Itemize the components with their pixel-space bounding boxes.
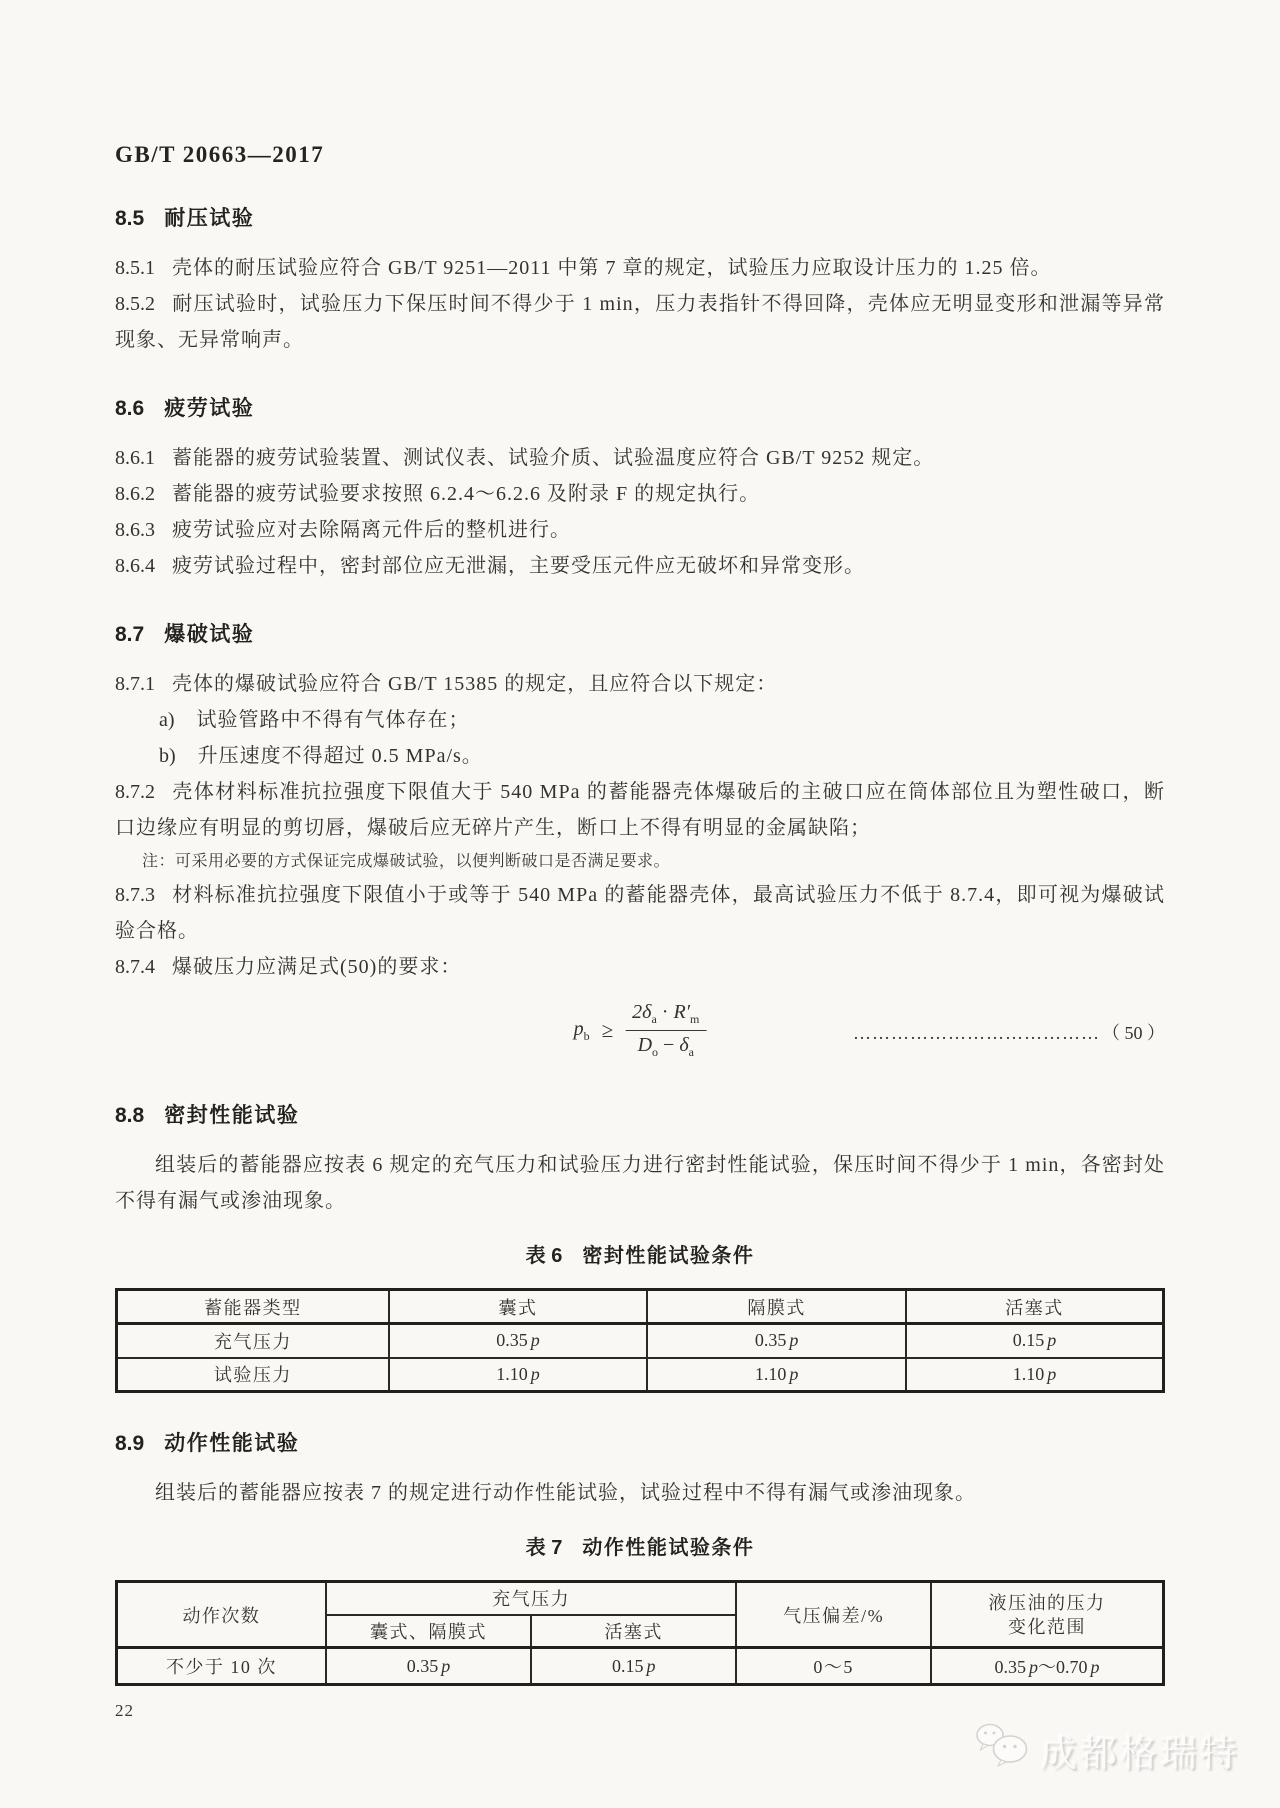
paragraph-8-8: 组装后的蓄能器应按表 6 规定的充气压力和试验压力进行密封性能试验，保压时间不得少于 1 min，各密封处不得有漏气或渗油现象。: [115, 1154, 1165, 1212]
table-row: [117, 1648, 1164, 1685]
section-title: 动作性能试验: [164, 1432, 300, 1455]
row-label: 试验压力: [117, 1358, 389, 1392]
cell: 0.35 p: [389, 1324, 648, 1358]
clause-8-7-4: [115, 949, 1165, 985]
col-header: 动作次数: [117, 1582, 326, 1648]
equation-label: （ 50 ）: [1102, 1023, 1165, 1043]
watermark: [974, 1722, 1240, 1777]
clause-number: 8.5.2: [115, 293, 155, 315]
cell: 1.10 p: [647, 1358, 906, 1392]
section-number: 8.8: [115, 1104, 145, 1127]
clause-text: 壳体的爆破试验应符合 GB/T 15385 的规定，且应符合以下规定：: [172, 673, 778, 695]
clause-8-5-1: [115, 250, 1165, 286]
equation-number: [853, 1019, 1165, 1045]
section-8-5-heading: [115, 202, 1165, 232]
table-7-caption: [115, 1531, 1165, 1560]
clause-text: 疲劳试验应对去除隔离元件后的整机进行。: [172, 519, 571, 541]
paragraph-8-9: 组装后的蓄能器应按表 7 的规定进行动作性能试验，试验过程中不得有漏气或渗油现象。: [155, 1482, 976, 1504]
equation-50-row: [115, 999, 1165, 1065]
col-group-header: 充气压力: [326, 1582, 736, 1615]
clause-8-7-2: [115, 774, 1165, 846]
geq-sign: ≥: [601, 1018, 614, 1042]
list-marker: a): [159, 709, 175, 731]
section-8-8-heading: [115, 1099, 1165, 1129]
clause-text: 蓄能器的疲劳试验要求按照 6.2.4～6.2.6 及附录 F 的规定执行。: [172, 483, 761, 505]
clause-number: 8.6.3: [115, 519, 155, 541]
section-title: 密封性能试验: [164, 1104, 300, 1127]
table-row: [117, 1358, 1164, 1392]
page-number: 22: [115, 1701, 134, 1720]
watermark-text: 成都格瑞特: [1040, 1732, 1240, 1774]
fraction-denominator: $D_o - \delta_a$: [637, 1034, 694, 1059]
clause-8-7-1: [115, 666, 1165, 702]
cell: 0.35 p～0.70 p: [931, 1648, 1163, 1685]
col-header: 液压油的压力 变化范围: [931, 1582, 1163, 1648]
equation-50-expression: [574, 1001, 707, 1060]
col-header: 气压偏差/%: [736, 1582, 931, 1648]
clause-8-7-3: [115, 877, 1165, 949]
table-title: 动作性能试验条件: [582, 1537, 755, 1559]
cell: 0.15 p: [906, 1324, 1164, 1358]
col-subheader: 囊式、隔膜式: [326, 1615, 531, 1648]
table-6: [115, 1288, 1165, 1393]
cell: 1.10 p: [389, 1358, 648, 1392]
clause-number: 8.5.1: [115, 257, 155, 279]
table-title: 密封性能试验条件: [582, 1245, 755, 1267]
cell: 0.35 p: [326, 1648, 531, 1685]
table-6-caption: [115, 1239, 1165, 1268]
table-row: [117, 1582, 1164, 1615]
clause-text: 壳体材料标准抗拉强度下限值大于 540 MPa 的蓄能器壳体爆破后的主破口应在筒体部位且为塑性破口，断口边缘应有明显的剪切唇，爆破后应无碎片产生，断口上不得有明显的金属缺陷；: [115, 781, 1165, 839]
section-number: 8.7: [115, 623, 145, 646]
section-8-9-heading: [115, 1427, 1165, 1457]
dotted-leader: …………………………………: [853, 1023, 1100, 1043]
equation-lhs: $p_b$: [573, 1017, 590, 1043]
clause-8-6-4: [115, 548, 1165, 584]
cell: 1.10 p: [906, 1358, 1164, 1392]
clause-8-6-2: [115, 476, 1165, 512]
cell: 0.15 p: [531, 1648, 736, 1685]
clause-text: 壳体的耐压试验应符合 GB/T 9251—2011 中第 7 章的规定，试验压力应取设计压力的 1.25 倍。: [172, 257, 1052, 279]
col-header: 囊式: [389, 1290, 648, 1324]
list-item-b: [115, 738, 1165, 774]
doc-number: GB/T 20663—2017: [115, 142, 325, 167]
clause-number: 8.7.1: [115, 673, 155, 695]
cell: 不少于 10 次: [117, 1648, 326, 1685]
list-marker: b): [159, 745, 176, 767]
col-subheader: 活塞式: [531, 1615, 736, 1648]
fraction: [625, 1001, 706, 1060]
cell: 0～5: [736, 1648, 931, 1685]
clause-number: 8.6.4: [115, 555, 155, 577]
clause-number: 8.6.1: [115, 447, 155, 469]
clause-8-5-2: [115, 286, 1165, 358]
wechat-icon: [974, 1722, 1030, 1777]
clause-number: 8.7.2: [115, 781, 155, 803]
clause-number: 8.7.3: [115, 884, 155, 906]
table-label: 表 7: [525, 1537, 563, 1559]
table-row: [117, 1324, 1164, 1358]
section-number: 8.9: [115, 1432, 145, 1455]
table-label: 表 6: [525, 1245, 563, 1267]
clause-8-6-1: [115, 440, 1165, 476]
col-header: 隔膜式: [647, 1290, 906, 1324]
list-item-a: [115, 702, 1165, 738]
col-header: 活塞式: [906, 1290, 1164, 1324]
list-text: 升压速度不得超过 0.5 MPa/s。: [197, 745, 483, 767]
fraction-numerator: $2\delta_a \cdot R'_m$: [625, 1001, 706, 1031]
table-7: [115, 1580, 1165, 1686]
clause-text: 蓄能器的疲劳试验装置、测试仪表、试验介质、试验温度应符合 GB/T 9252 规定。: [172, 447, 935, 469]
clause-number: 8.6.2: [115, 483, 155, 505]
list-text: 试验管路中不得有气体存在；: [196, 709, 470, 731]
section-title: 疲劳试验: [164, 397, 255, 420]
row-label: 充气压力: [117, 1324, 389, 1358]
section-title: 爆破试验: [164, 623, 255, 646]
section-number: 8.6: [115, 397, 145, 420]
table-row: [117, 1290, 1164, 1324]
clause-text: 疲劳试验过程中，密封部位应无泄漏，主要受压元件应无破坏和异常变形。: [172, 555, 865, 577]
note-text: 注：可采用必要的方式保证完成爆破试验，以便判断破口是否满足要求。: [142, 853, 671, 870]
section-number: 8.5: [115, 207, 145, 230]
clause-text: 材料标准抗拉强度下限值小于或等于 540 MPa 的蓄能器壳体，最高试验压力不低于 8.7.4，即可视为爆破试验合格。: [115, 884, 1165, 942]
clause-text: 爆破压力应满足式(50)的要求：: [172, 956, 462, 978]
clause-number: 8.7.4: [115, 956, 155, 978]
section-8-6-heading: [115, 392, 1165, 422]
cell: 0.35 p: [647, 1324, 906, 1358]
section-8-7-heading: [115, 618, 1165, 648]
clause-8-6-3: [115, 512, 1165, 548]
section-title: 耐压试验: [164, 207, 255, 230]
clause-text: 耐压试验时，试验压力下保压时间不得少于 1 min，压力表指针不得回降，壳体应无明显变形和泄漏等异常现象、无异常响声。: [115, 293, 1165, 351]
col-header: 蓄能器类型: [117, 1290, 389, 1324]
